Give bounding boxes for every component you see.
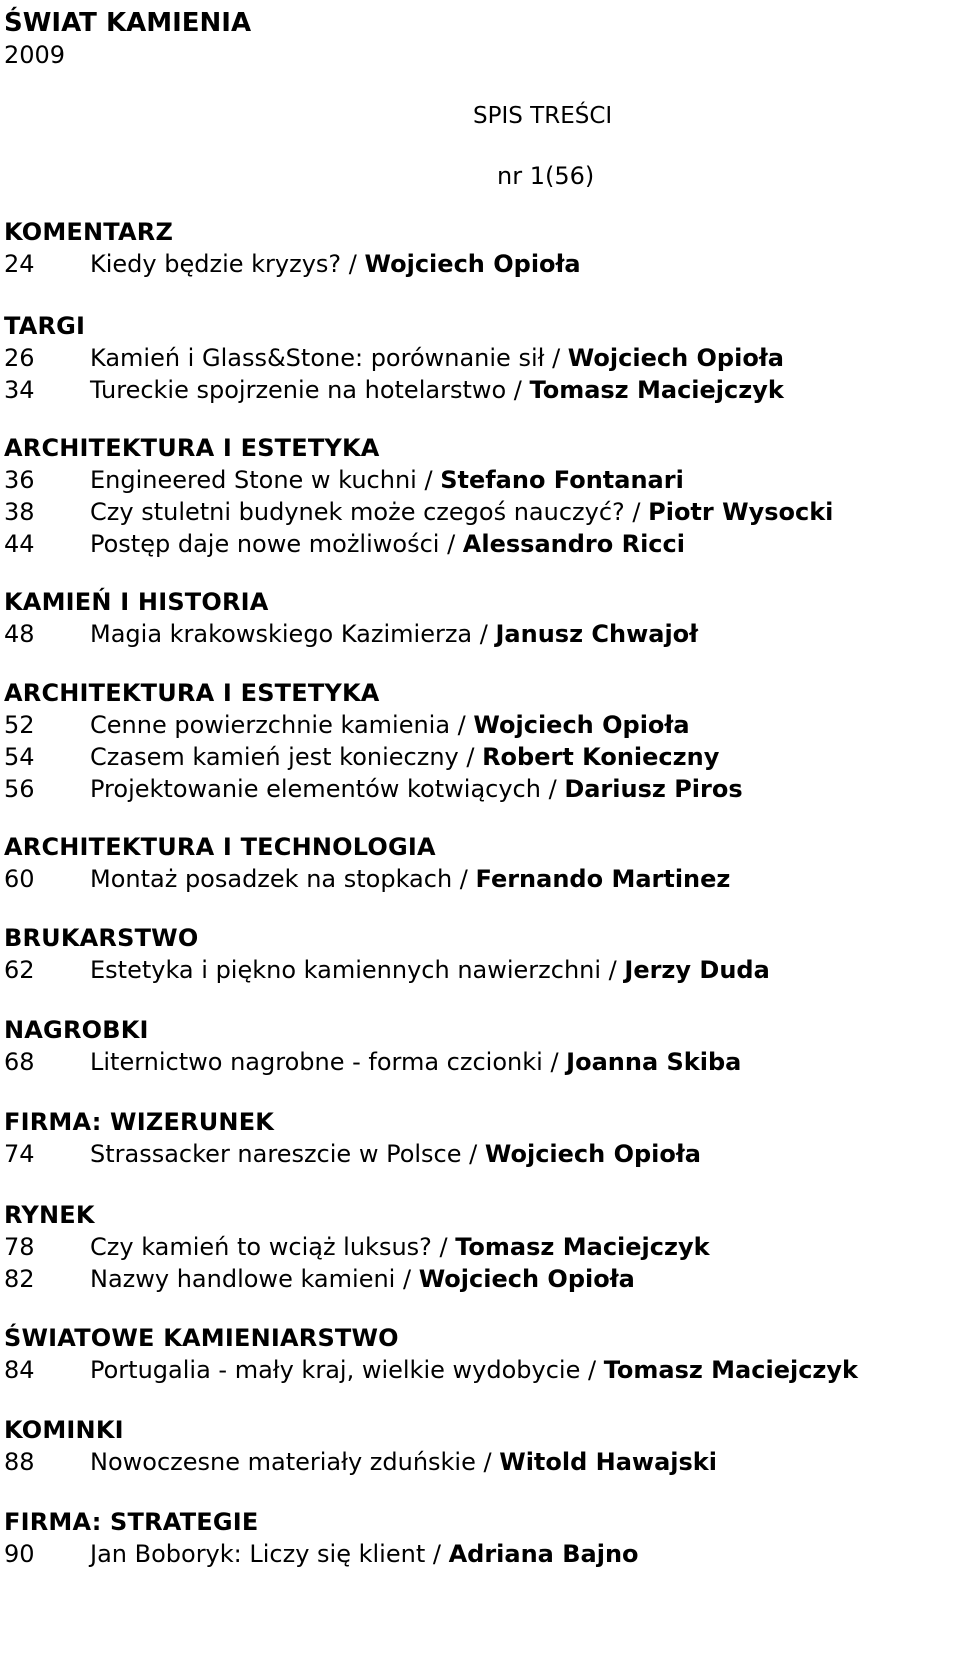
entry-title: Portugalia - mały kraj, wielkie wydobycie — [90, 1356, 581, 1384]
entry-author: Alessandro Ricci — [462, 530, 685, 558]
section-title: KAMIEŃ I HISTORIA — [4, 588, 269, 616]
section-title: ARCHITEKTURA I ESTETYKA — [4, 679, 380, 707]
section-title: NAGROBKI — [4, 1016, 149, 1044]
entry-title: Estetyka i piękno kamiennych nawierzchni — [90, 956, 602, 984]
entry-author: Robert Konieczny — [482, 743, 720, 771]
entry-page-number: 62 — [4, 956, 35, 984]
entry-text — [90, 342, 784, 374]
toc-entry — [4, 374, 954, 406]
section-title: KOMENTARZ — [4, 218, 174, 246]
entry-page-number: 48 — [4, 620, 35, 648]
toc-entry — [4, 464, 954, 496]
entry-page-number: 26 — [4, 344, 35, 372]
section-title: TARGI — [4, 312, 86, 340]
toc-section — [4, 216, 954, 280]
toc-entry — [4, 496, 954, 528]
entry-author: Tomasz Maciejczyk — [529, 376, 784, 404]
entry-page-number: 54 — [4, 743, 35, 771]
entry-author: Wojciech Opioła — [364, 250, 581, 278]
entry-page-number: 68 — [4, 1048, 35, 1076]
toc-section — [4, 677, 954, 805]
entry-author: Wojciech Opioła — [473, 711, 690, 739]
toc-section — [4, 310, 954, 406]
toc-entry — [4, 863, 954, 895]
entry-author: Wojciech Opioła — [484, 1140, 701, 1168]
entry-title: Jan Boboryk: Liczy się klient — [90, 1540, 426, 1568]
entry-text — [90, 1538, 639, 1570]
entry-text — [90, 618, 698, 650]
toc-entry — [4, 1046, 954, 1078]
entry-author: Adriana Bajno — [448, 1540, 639, 1568]
entry-text — [90, 496, 833, 528]
entry-title: Nowoczesne materiały zduńskie — [90, 1448, 476, 1476]
toc-section — [4, 922, 954, 986]
entry-author: Wojciech Opioła — [567, 344, 784, 372]
entry-separator: / — [458, 743, 483, 771]
magazine-year: 2009 — [4, 41, 66, 69]
entry-title: Czy kamień to wciąż luksus? — [90, 1233, 432, 1261]
entry-separator: / — [475, 1448, 500, 1476]
entry-text — [90, 773, 743, 805]
toc-heading: SPIS TREŚCI — [473, 103, 613, 129]
entry-page-number: 44 — [4, 530, 35, 558]
toc-entry — [4, 1446, 954, 1478]
entry-title: Postęp daje nowe możliwości — [90, 530, 440, 558]
entry-text — [90, 1354, 858, 1386]
entry-separator: / — [416, 466, 441, 494]
toc-entry — [4, 1354, 954, 1386]
entry-title: Czasem kamień jest konieczny — [90, 743, 459, 771]
entry-separator: / — [461, 1140, 485, 1168]
entry-title: Nazwy handlowe kamieni — [90, 1265, 396, 1293]
entry-author: Janusz Chwajoł — [495, 620, 699, 648]
entry-text — [90, 248, 581, 280]
entry-author: Tomasz Maciejczyk — [603, 1356, 859, 1384]
entry-author: Fernando Martinez — [475, 865, 731, 893]
entry-author: Wojciech Opioła — [418, 1265, 635, 1293]
entry-page-number: 36 — [4, 466, 35, 494]
toc-entry — [4, 1538, 954, 1570]
entry-separator: / — [425, 1540, 449, 1568]
entry-text — [90, 863, 730, 895]
entry-separator: / — [439, 530, 463, 558]
entry-page-number: 24 — [4, 250, 35, 278]
entry-author: Joanna Skiba — [566, 1048, 742, 1076]
entry-separator: / — [452, 865, 476, 893]
entry-page-number: 60 — [4, 865, 35, 893]
entry-separator: / — [601, 956, 625, 984]
entry-separator: / — [506, 376, 530, 404]
toc-section — [4, 831, 954, 895]
toc-entry — [4, 954, 954, 986]
entry-page-number: 90 — [4, 1540, 35, 1568]
toc-entry — [4, 342, 954, 374]
entry-title: Engineered Stone w kuchni — [90, 466, 417, 494]
entry-page-number: 56 — [4, 775, 35, 803]
entry-page-number: 84 — [4, 1356, 35, 1384]
entry-text — [90, 1231, 710, 1263]
entry-page-number: 78 — [4, 1233, 35, 1261]
entry-text — [90, 709, 690, 741]
entry-separator: / — [540, 775, 565, 803]
entry-author: Witold Hawajski — [499, 1448, 717, 1476]
entry-page-number: 34 — [4, 376, 35, 404]
entry-text — [90, 1046, 741, 1078]
toc-section — [4, 1014, 954, 1078]
toc-entry — [4, 1138, 954, 1170]
entry-title: Czy stuletni budynek może czegoś nauczyć? — [90, 498, 625, 526]
entry-separator: / — [624, 498, 649, 526]
section-title: ARCHITEKTURA I ESTETYKA — [4, 434, 380, 462]
toc-section — [4, 1106, 954, 1170]
entry-title: Magia krakowskiego Kazimierza — [90, 620, 473, 648]
entry-separator: / — [472, 620, 496, 648]
entry-page-number: 52 — [4, 711, 35, 739]
toc-entry — [4, 709, 954, 741]
section-title: KOMINKI — [4, 1416, 124, 1444]
entry-author: Dariusz Piros — [564, 775, 743, 803]
entry-title: Strassacker nareszcie w Polsce — [90, 1140, 462, 1168]
entry-separator: / — [341, 250, 365, 278]
entry-text — [90, 741, 719, 773]
entry-page-number: 88 — [4, 1448, 35, 1476]
entry-page-number: 74 — [4, 1140, 35, 1168]
entry-text — [90, 464, 684, 496]
toc-entry — [4, 618, 954, 650]
section-title: BRUKARSTWO — [4, 924, 199, 952]
entry-separator: / — [580, 1356, 604, 1384]
section-title: ARCHITEKTURA I TECHNOLOGIA — [4, 833, 436, 861]
entry-text — [90, 1263, 635, 1295]
entry-title: Liternictwo nagrobne - forma czcionki — [90, 1048, 543, 1076]
entry-title: Projektowanie elementów kotwiących — [90, 775, 541, 803]
entry-separator: / — [431, 1233, 456, 1261]
toc-section — [4, 1506, 954, 1570]
entry-text — [90, 954, 770, 986]
entry-text — [90, 1446, 717, 1478]
entry-text — [90, 528, 685, 560]
entry-author: Stefano Fontanari — [440, 466, 684, 494]
toc-section — [4, 1414, 954, 1478]
entry-page-number: 82 — [4, 1265, 35, 1293]
entry-title: Cenne powierzchnie kamienia — [90, 711, 451, 739]
entry-page-number: 38 — [4, 498, 35, 526]
entry-text — [90, 374, 784, 406]
entry-author: Jerzy Duda — [624, 956, 770, 984]
section-title: FIRMA: WIZERUNEK — [4, 1108, 275, 1136]
section-title: FIRMA: STRATEGIE — [4, 1508, 259, 1536]
toc-entry — [4, 741, 954, 773]
toc-section — [4, 1199, 954, 1295]
toc-section — [4, 432, 954, 560]
entry-title: Kiedy będzie kryzys? — [90, 250, 342, 278]
entry-separator: / — [450, 711, 474, 739]
toc-entry — [4, 1231, 954, 1263]
entry-title: Montaż posadzek na stopkach — [90, 865, 453, 893]
toc-entry — [4, 528, 954, 560]
magazine-title: ŚWIAT KAMIENIA — [4, 8, 252, 38]
entry-separator: / — [395, 1265, 419, 1293]
entry-title: Tureckie spojrzenie na hotelarstwo — [90, 376, 507, 404]
section-title: RYNEK — [4, 1201, 95, 1229]
toc-section — [4, 586, 954, 650]
toc-section — [4, 1322, 954, 1386]
entry-author: Piotr Wysocki — [648, 498, 834, 526]
entry-text — [90, 1138, 701, 1170]
toc-entry — [4, 1263, 954, 1295]
section-title: ŚWIATOWE KAMIENIARSTWO — [4, 1324, 399, 1352]
entry-separator: / — [542, 1048, 567, 1076]
entry-separator: / — [544, 344, 568, 372]
issue-number: nr 1(56) — [497, 162, 595, 190]
toc-entry — [4, 773, 954, 805]
entry-author: Tomasz Maciejczyk — [455, 1233, 710, 1261]
entry-title: Kamień i Glass&Stone: porównanie sił — [90, 344, 545, 372]
toc-entry — [4, 248, 954, 280]
